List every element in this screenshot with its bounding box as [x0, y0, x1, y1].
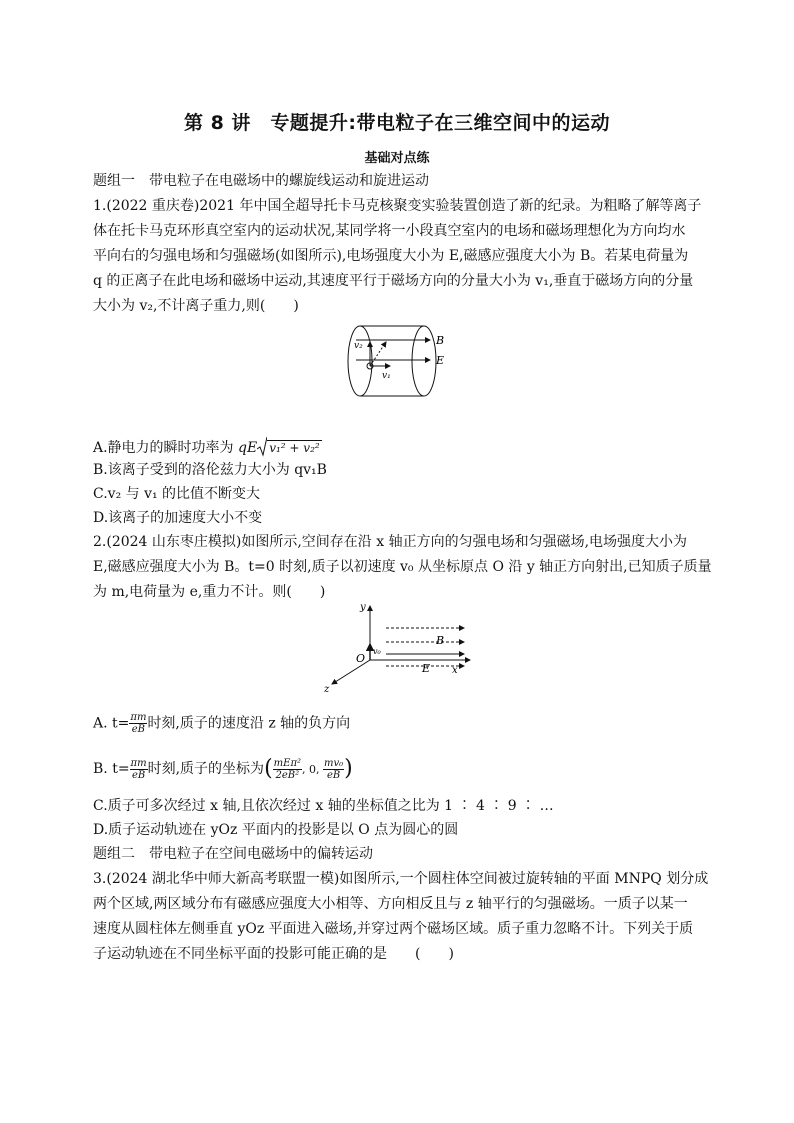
q2-option-a[interactable]: A. t= $\frac{\pi m}{eB}$ 时刻,质子的速度沿 z 轴的负方向	[93, 712, 351, 735]
q1-line-5: 大小为 v₂,不计离子重力,则( )	[93, 298, 299, 314]
group1-heading: 题组一 带电粒子在电磁场中的螺旋线运动和旋进运动	[93, 173, 429, 189]
q3-line-3: 速度从圆柱体左侧垂直 yOz 平面进入磁场,并穿过两个磁场区域。质子重力忽略不计。下列关于质	[93, 921, 694, 937]
q1-option-c[interactable]: C.v₂ 与 v₁ 的比值不断变大	[93, 486, 261, 502]
fig1-label-v1: v₁	[382, 371, 391, 381]
q1-option-a[interactable]: A.静电力的瞬时功率为 qE v₁² + v₂²	[93, 437, 705, 457]
page-title: 第 8 讲 专题提升:带电粒子在三维空间中的运动	[183, 112, 611, 134]
fig2-label-O: O	[356, 652, 366, 665]
fig2-label-x: x	[452, 665, 458, 676]
q1-option-b[interactable]: B.该离子受到的洛伦兹力大小为 qv₁B	[93, 462, 327, 478]
q3-line-2: 两个区域,两区域分布有磁感应强度大小相等、方向相反且与 z 轴平行的匀强磁场。一质子以某一	[93, 896, 688, 912]
fig2-label-z: z	[324, 684, 330, 695]
q1-line-3: 平向右的匀强电场和匀强磁场(如图所示),电场强度大小为 E,磁感应强度大小为 B。若某电荷量为	[93, 248, 689, 264]
coord-open-paren: (	[264, 756, 273, 781]
q2-b-z-fraction: $\frac{\text{mv₀}}{eB}$	[324, 757, 344, 781]
q1-figure	[340, 322, 450, 400]
q1-line-4: q 的正离子在此电场和磁场中运动,其速度平行于磁场方向的分量大小为 v₁,垂直于磁场方向的分量	[93, 273, 694, 289]
fig1-label-v2: v₂	[354, 341, 363, 351]
q2-option-d[interactable]: D.质子运动轨迹在 yOz 平面内的投影是以 O 点为圆心的圆	[93, 822, 459, 838]
q2-line-2: E,磁感应强度大小为 B。t=0 时刻,质子以初速度 v₀ 从坐标原点 O 沿 y 轴正方向射出,已知质子质量	[93, 559, 712, 575]
velocity-arrow	[370, 342, 386, 366]
q2-line-3: 为 m,电荷量为 e,重力不计。则( )	[93, 584, 326, 600]
q1-line-1: 1.(2022 重庆卷)2021 年中国全超导托卡马克核聚变实验装置创造了新的纪录。为粗略了解等离子	[93, 198, 702, 214]
sqrt-sign	[257, 437, 267, 457]
sqrt-radicand: v₁² + v₂²	[269, 441, 320, 455]
fig2-label-y: y	[360, 602, 366, 613]
cylinder-right-end	[412, 326, 436, 396]
cylinder-left-end	[348, 326, 372, 396]
q3-line-1: 3.(2024 湖北华中师大新高考联盟一模)如图所示,一个圆柱体空间被过旋转轴的平面 MNPQ 划分成	[93, 871, 709, 887]
q1-line-2: 体在托卡马克环形真空室内的运动状况,某同学将一小段真空室内的电场和磁场理想化为方向均水	[93, 223, 686, 239]
group2-heading: 题组二 带电粒子在空间电磁场中的偏转运动	[93, 846, 373, 862]
q2-line-1: 2.(2024 山东枣庄模拟)如图所示,空间存在沿 x 轴正方向的匀强电场和匀强磁场,电场强度大小为	[93, 534, 688, 550]
fig1-label-E: E	[436, 354, 445, 367]
q2-figure	[320, 600, 480, 695]
q1-option-d[interactable]: D.该离子的加速度大小不变	[93, 510, 263, 526]
fig2-label-B: B	[436, 634, 445, 647]
fig1-label-B: B	[436, 334, 445, 347]
q2-a-fraction: $\frac{\pi m}{eB}$	[130, 712, 147, 735]
coord-close-paren: )	[344, 756, 353, 781]
section-subtitle: 基础对点练	[364, 151, 430, 166]
fig2-label-E: E	[422, 662, 431, 675]
q2-option-c[interactable]: C.质子可多次经过 x 轴,且依次经过 x 轴的坐标值之比为 1 ∶ 4 ∶ 9 ∶ …	[93, 798, 554, 814]
q2-option-b[interactable]: B. t= $\frac{\pi m}{eB}$ 时刻,质子的坐标为( $\frac{\text{mEπ²}}{\text{2eB²}}$ , 0, $\frac{\text{mv₀}}{eB}$ )	[93, 756, 353, 781]
q2-b-time-fraction: $\frac{\pi m}{eB}$	[130, 757, 147, 781]
q3-line-4: 子运动轨迹在不同坐标平面的投影可能正确的是 ( )	[93, 946, 454, 962]
q2-b-x-fraction: $\frac{\text{mEπ²}}{\text{2eB²}}$	[273, 757, 302, 781]
fig2-label-v0: v₀	[373, 647, 381, 656]
